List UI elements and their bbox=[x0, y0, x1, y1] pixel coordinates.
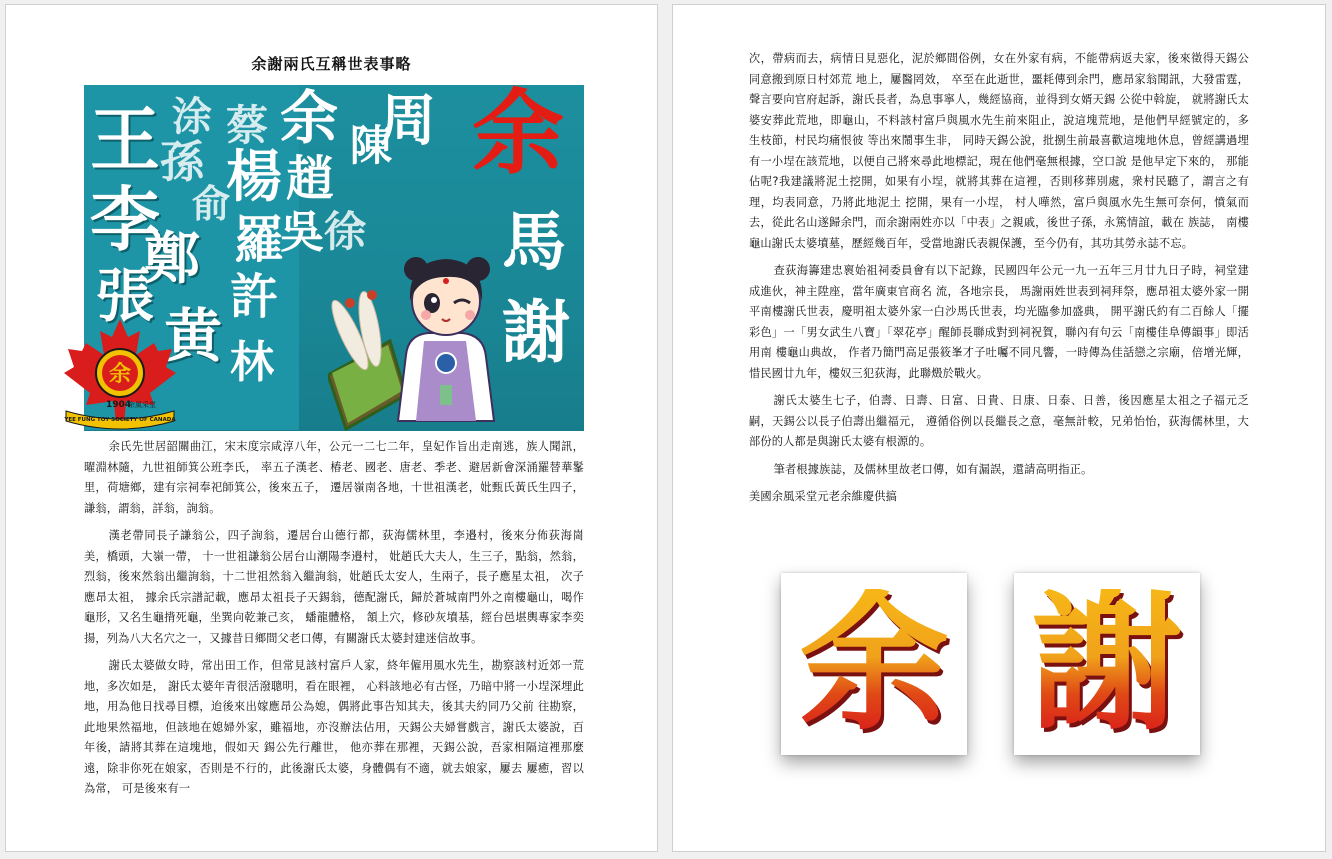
emblem-glyph: 余 bbox=[108, 361, 132, 387]
document-page-left bbox=[5, 4, 658, 852]
surname-char: 陳 bbox=[350, 121, 393, 170]
surname-char: 趙 bbox=[286, 151, 335, 207]
cartoon-character-illustration bbox=[328, 245, 508, 431]
surname-char: 許 bbox=[230, 269, 279, 325]
surname-char: 林 bbox=[230, 337, 274, 388]
surname-char: 鄭 bbox=[144, 226, 200, 292]
surname-char: 孫 bbox=[160, 137, 204, 188]
emblem-en-text: YEE FUNG TOY SOCIETY OF CANADA bbox=[64, 417, 176, 423]
surname-char: 俞 bbox=[192, 181, 231, 226]
logo-char: 余 bbox=[798, 577, 949, 751]
surname-char: 黄 bbox=[164, 302, 223, 370]
surname-char: 余 bbox=[472, 85, 565, 187]
paragraph: 余氏先世居韶關曲江，宋末度宗咸淳八年，公元一二七二年，皇妃作旨出走南逃，族人聞訊，曜淵林隨，九世祖師箕公班李氏， 率五子漢老、椿老、國老、唐老、季老、避居新會深涌羅替華髼里，荷塘鄉，建有宗祠奉祀師箕公，後來五子， 遷居嶺南各地，十世祖漢老，妣甄氏黃氏生四子，謙翁，謂翁，詳翁，詢翁。 bbox=[84, 440, 584, 515]
right-body-text bbox=[749, 49, 1249, 515]
author-credit: 美國余風采堂元老余維慶供搞 bbox=[749, 490, 898, 503]
surname-char: 余 bbox=[280, 85, 339, 152]
emblem-year: 1904 bbox=[106, 400, 132, 410]
logo-char: 謝 bbox=[1031, 577, 1182, 751]
surname-char: 羅 bbox=[234, 210, 284, 269]
document-page-right bbox=[672, 4, 1326, 852]
surname-char: 徐 bbox=[324, 207, 367, 256]
surname-char: 王 bbox=[90, 98, 160, 181]
paragraph: 查荻海籌建忠褱始祖祠委員會有以下記錄，民國四年公元一九一五年三月廿九日子時，祠堂建成進伙，神主陞座，當年廣東官商名 流，各地宗長， 馬謝兩姓世表到祠拜祭，應昂祖太婆外家一開平南樓謝氏世表，慶明祖太婆外家一白沙馬氏世表，均光臨參加盛典， 開平謝氏約有二百餘人「擺彩色」一「男女武生八寶」「翠花亭」醒師長聯成對到祠祝賀，聯內有句云「南樓佳阜傳韻事」即活用南 樓龜山典故， 作者乃簡門高足張筱峯才子吐囑不同凡響，一時傳為佳話戀之宗廟，倍增光輝，惜民國廿九年，樓奴三犯荻海，此聯燬於戰火。 bbox=[749, 264, 1249, 380]
document-title: 余謝兩氏互稱世表事略 bbox=[251, 55, 412, 73]
surname-char: 馬 bbox=[502, 205, 566, 280]
surname-char: 蔡 bbox=[226, 101, 269, 150]
yu-surname-logo bbox=[781, 573, 967, 755]
surname-char: 李 bbox=[90, 178, 160, 261]
paragraph: 次，帶病而去，病情日見惡化，泥於鄉間俗例，女在外家有病，不能帶病返夫家，後來徵得天錫公同意搬到原日村郊荒 地上，屢醫罔效， 卒至在此逝世，噩耗傳到余門，應昂家翁聞訊，大發雷霆，聲言要向官府起訴，謝氏長者，為息事寧人，幾經協商，並得到女婿天錫 公從中斡旋， 就將謝氏太婆安葬此荒地，即龜山，不料該村富戶與風水先生前來阻止，說這塊荒地，是他們早經號定的，多生枝節，村民均痛恨彼 等出來鬧事生非， 同時天錫公說，批捌生前最喜歡這塊地休息，曾經講過埋有一小埕在該荒地，以便自己將來尋此地標記，現在他們毫無根據，空口說 是他早定下來的， 那能佔呢?我建議將泥土挖開，如果有小埕，就將其葬在這裡，否則移葬別處，衆村民聽了，謂言之有理，均表同意，乃將此地泥土 挖開，果有一小埕， 村人嘩然，富戶與風水先生無可奈何，憤氣而去，從此名山遂歸余門，而余謝兩姓亦以「中表」之親戚，後世子孫，永篤情誼，載在 族誌， 南樓龜山謝氏太婆墳墓，歷經幾百年，受當地謝氏表親保護，至今仍有，其功其勞永誌不忘。 bbox=[749, 52, 1249, 250]
surname-char: 楊 bbox=[226, 144, 282, 210]
paragraph: 筆者根據族誌，及儒林里故老口傳，如有漏誤，還請高明指正。 bbox=[773, 462, 1093, 476]
paragraph: 謝氏太婆做女時，常出田工作，但常見該村富戶人家，終年僱用風水先生，勘察該村近郊一荒地，多次如是， 謝氏太婆年青很活潑聰明，看在眼裡， 心料該地必有古怪，乃暗中將一小埕深埋此地，用為他日找尋目標，迨後來出嫁應昂公為媳，偶將此事告知其夫，後其夫約同乃父前 往勘察， 此地果然福地，但該地在媳婦外家，雖福地，亦沒辦法佔用，天錫公夫婦嘗戲言，謝氏太婆說，百年後，請將其葬在這塊地，假如天 錫公先行離世， 他亦葬在那裡，天錫公說，吾家相隔這裡那麼遠，除非你死在娘家，否則是不行的，此後謝氏太婆，身體偶有不適，就去娘家，屢去 屢癒，習以為常， 可是後來有一 bbox=[84, 659, 584, 795]
left-body-text bbox=[84, 437, 584, 807]
surname-char: 吳 bbox=[280, 207, 324, 258]
society-maple-leaf-emblem bbox=[62, 315, 178, 431]
paragraph: 謝氏太婆生七子，伯壽、日壽、日富、日貴、日康、日泰、日善，後因應星太祖之子福元乏嗣，天錫公以長子伯壽出繼福元， 遵循俗例以長繼長之意，毫無計較，兄弟怡怡，荻海儒林里，大部份的人都是與謝氏太婆有根源的。 bbox=[749, 394, 1249, 448]
xie-surname-logo bbox=[1014, 573, 1200, 755]
surname-char: 涂 bbox=[172, 93, 212, 140]
emblem-cn-text: 余風采堂 bbox=[128, 401, 156, 409]
surname-char: 謝 bbox=[502, 293, 571, 373]
surname-char: 周 bbox=[380, 88, 436, 154]
surname-char: 張 bbox=[96, 262, 155, 330]
paragraph: 漢老帶同長子謙翁公，四子詢翁，遷居台山德行都，荻海儒林里，李邉村，後來分佈荻海崗美，橋頭，大嶺一帶， 十一世祖謙翁公居台山潮陽李邉村， 妣趙氏大夫人，生三子，點翁，然翁，烈翁，後來然翁出繼詢翁，十二世祖然翁入繼詢翁，妣趙氏太安人，生兩子，長子應星太祖， 次子應昂太祖， 據余氏宗譜記載，應昂太祖長子天錫翁，德配謝氏，歸於蒼城南門外之南樓龜山，喝作龜形，又名生龜揹死龜，坐巽向乾兼己亥， 蟠龍體格， 頷上穴，修砂灰墳基，經台邑堪輿專家李奕揚，列為八大名穴之一，又據昔日鄉間父老口傳，有關謝氏太婆封建迷信故事。 bbox=[84, 529, 584, 645]
